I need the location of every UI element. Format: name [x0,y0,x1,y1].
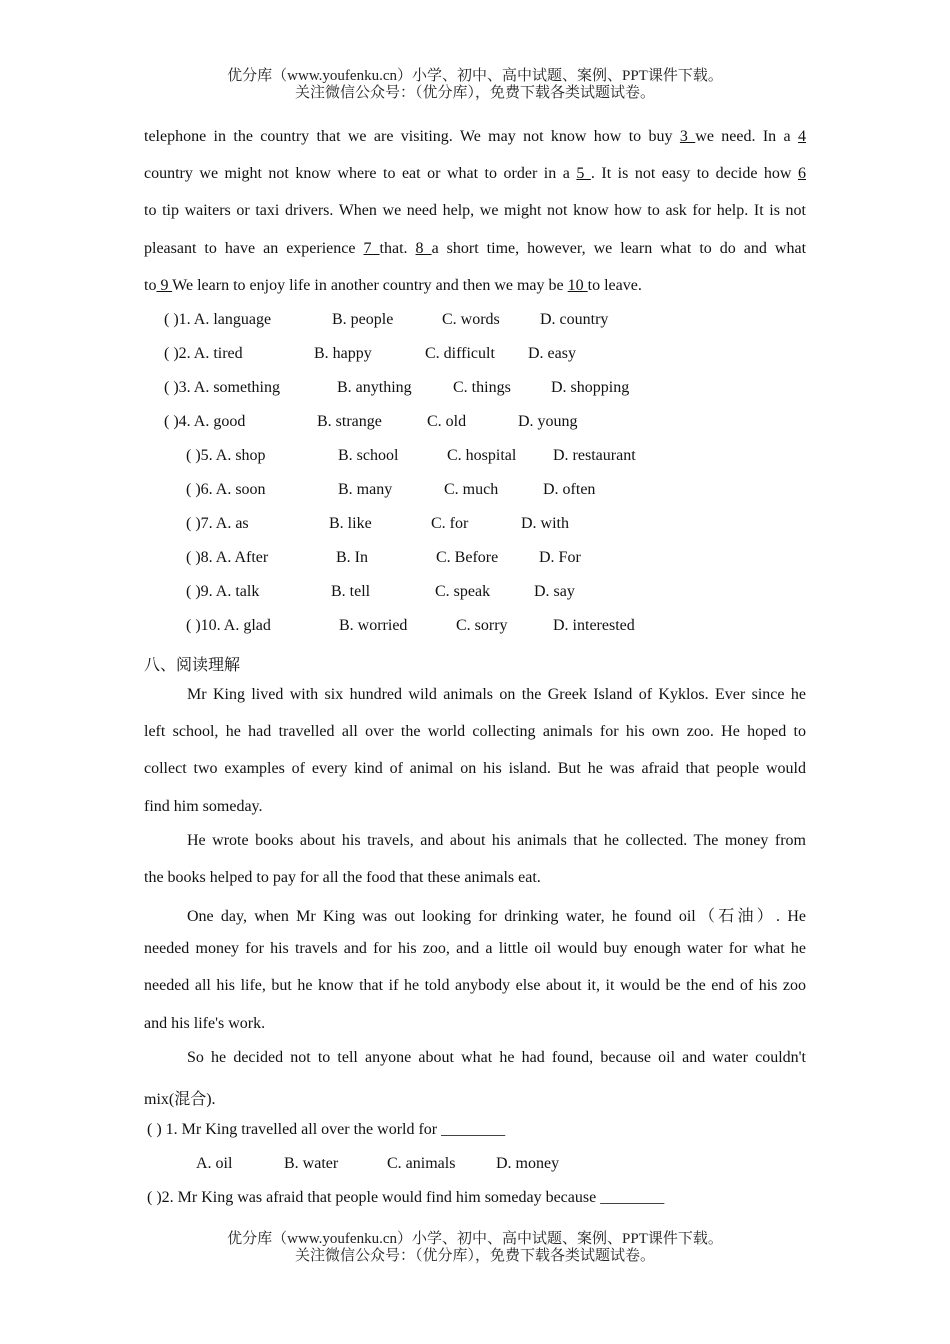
reading-p1-line-1: Mr King lived with six hundred wild animals on the Greek Island of Kyklos. Ever since he [187,686,806,703]
option-b: B. tell [331,583,371,600]
option-d: D. money [496,1155,560,1172]
option-c: C. old [427,413,467,430]
option-d: D. say [534,583,575,600]
blank-6: 6 [798,165,806,182]
option-c: C. Before [436,549,499,566]
question-number: ( )9. A. talk [186,583,260,600]
question-number: ( )6. A. soon [186,481,266,498]
option-b: B. like [329,515,372,532]
blank-3: 3 [679,128,696,145]
option-b: B. In [336,549,368,566]
reading-question-1: ( ) 1. Mr King travelled all over the world for ________ [147,1121,506,1138]
question-number: ( )8. A. After [186,549,269,566]
option-d: D. interested [553,617,635,634]
cloze-line-2: country we might not know where to eat or what to order in a 5 . It is not easy to decide how 6 [144,165,806,182]
page-footer [0,1231,950,1265]
option-b: B. strange [317,413,382,430]
option-c: C. speak [435,583,491,600]
option-c: C. much [444,481,499,498]
reading-p3-line-3: needed all his life, but he know that if he told anybody else about it, it would be the end of his zoo [144,977,806,994]
option-a: A. oil [196,1155,233,1172]
reading-p1-line-4: find him someday. [144,798,263,815]
option-d: D. country [540,311,609,328]
option-d: D. For [539,549,581,566]
option-b: B. happy [314,345,372,362]
footer-line-1: 优分库（www.youfenku.cn）小学、初中、高中试题、案例、PPT课件下载。 [227,1231,723,1247]
cloze-line-3: to tip waiters or taxi drivers. When we need help, we might not know how to ask for help. It is not [144,202,806,219]
option-c: C. animals [387,1155,456,1172]
reading-p3-line-1: One day, when Mr King was out looking for drinking water, he found oil（石油）. He [187,908,806,925]
question-number: ( )2. A. tired [164,345,243,362]
blank-10: 10 [567,277,588,294]
header-line-1: 优分库（www.youfenku.cn）小学、初中、高中试题、案例、PPT课件下载。 [227,68,723,84]
option-b: B. worried [339,617,408,634]
cloze-line-5: to 9 We learn to enjoy life in another country and then we may be 10 to leave. [144,277,642,294]
blank-4: 4 [798,128,807,145]
option-b: B. anything [337,379,412,396]
question-number: ( )4. A. good [164,413,246,430]
option-c: C. hospital [447,447,517,464]
option-b: B. water [284,1155,339,1172]
option-c: C. things [453,379,511,396]
reading-p3-line-4: and his life's work. [144,1015,266,1032]
reading-p1-line-2: left school, he had travelled all over the world collecting animals for his own zoo. He hoped to [144,723,806,740]
question-number: ( )3. A. something [164,379,280,396]
option-d: D. with [521,515,569,532]
option-c: C. difficult [425,345,495,362]
reading-p1-line-3: collect two examples of every kind of animal on his island. But he was afraid that people would [144,760,806,777]
option-b: B. people [332,311,394,328]
blank-7: 7 [363,240,380,257]
question-number: ( )10. A. glad [186,617,271,634]
option-c: C. for [431,515,469,532]
option-d: D. often [543,481,596,498]
blank-8: 8 [415,240,432,257]
page-header [0,68,950,102]
blank-9: 9 [156,277,173,294]
section-title: 八、阅读理解 [144,657,241,674]
option-d: D. young [518,413,578,430]
reading-p4-line-2: mix(混合). [144,1091,216,1108]
cloze-line-1: telephone in the country that we are visiting. We may not know how to buy 3 we need. In a 4 [144,128,807,145]
option-d: D. restaurant [553,447,636,464]
option-c: C. sorry [456,617,508,634]
option-b: B. school [338,447,399,464]
option-d: D. shopping [551,379,630,396]
cloze-line-4: pleasant to have an experience 7 that. 8 a short time, however, we learn what to do and what [144,240,807,257]
question-number: ( )5. A. shop [186,447,266,464]
option-c: C. words [442,311,500,328]
blank-5: 5 [576,165,591,182]
question-number: ( )1. A. language [164,311,272,328]
reading-p3-line-2: needed money for his travels and for his zoo, and a little oil would buy enough water for what he [144,940,806,957]
reading-question-2: ( )2. Mr King was afraid that people would find him someday because ________ [147,1189,665,1206]
footer-line-2: 关注微信公众号：（优分库），免费下载各类试题试卷。 [294,1248,655,1264]
question-number: ( )7. A. as [186,515,249,532]
option-b: B. many [338,481,393,498]
reading-p4-line-1: So he decided not to tell anyone about what he had found, because oil and water couldn't [187,1049,806,1066]
option-d: D. easy [528,345,576,362]
reading-p2-line-2: the books helped to pay for all the food that these animals eat. [144,869,541,886]
reading-p2-line-1: He wrote books about his travels, and about his animals that he collected. The money from [187,832,806,849]
header-line-2: 关注微信公众号：（优分库），免费下载各类试题试卷。 [294,85,655,101]
